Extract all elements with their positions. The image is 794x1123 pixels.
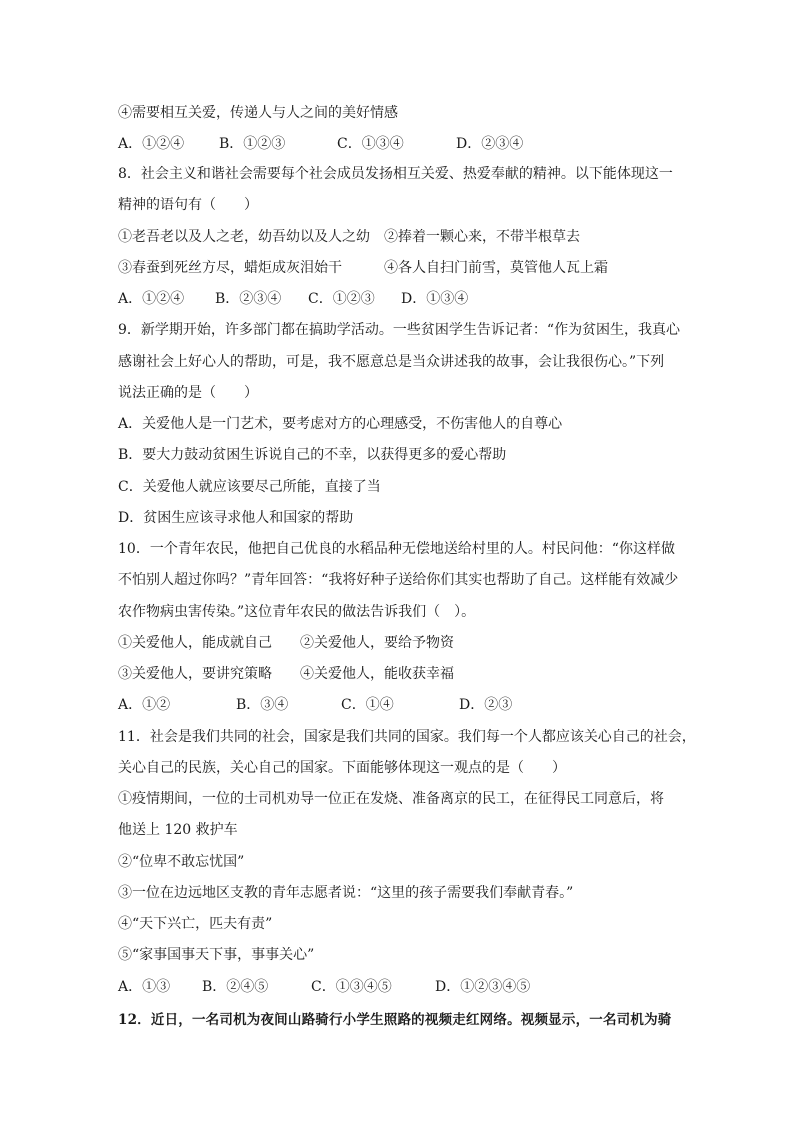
q8-choice-c[interactable]: C．①②③ [308,291,375,307]
q11-choice-c[interactable]: C．①③④⑤ [311,979,392,995]
q8-stem-line-1: 8．社会主义和谐社会需要每个社会成员发扬相互关爱、热爱奉献的精神。以下能体现这一 [118,166,673,182]
q8-choice-d[interactable]: D．①③④ [401,291,469,307]
q8-options-line-2: ③春蚕到死丝方尽，蜡炬成灰泪始干 ④各人自扫门前雪，莫管他人瓦上霜 [118,260,608,276]
q10-stem-line-1: 10．一个青年农民，他把自己优良的水稻品种无偿地送给村里的人。村民问他：“你这样做 [118,541,675,557]
q10-choice-c[interactable]: C．①④ [341,697,394,713]
q8-options-line-1: ①老吾老以及人之老，幼吾幼以及人之幼 ②捧着一颗心来，不带半根草去 [118,229,580,245]
q7-answer-choices [118,134,523,154]
q8-stem-line-2: 精神的语句有（ ） [118,197,258,213]
q10-choice-d[interactable]: D．②③ [459,697,513,713]
q9-stem-line-3: 说法正确的是（ ） [118,385,258,401]
q7-option-4: ④需要相互关爱，传递人与人之间的美好情感 [118,105,398,121]
q11-option-5: ⑤“家事国事天下事，事事关心” [118,947,315,963]
q10-options-line-1: ①关爱他人，能成就自己 ②关爱他人，要给予物资 [118,635,454,651]
q9-choice-c[interactable]: C．关爱他人就应该要尽己所能，直接了当 [118,479,381,495]
q11-option-1-line-2: 他送上 120 救护车 [118,822,238,838]
q9-stem-line-1: 9．新学期开始，许多部门都在搞助学活动。一些贫困学生告诉记者：“作为贫困生，我真心 [118,322,681,338]
q11-answer-choices [118,977,530,997]
q9-choice-a[interactable]: A．关爱他人是一门艺术，要考虑对方的心理感受，不伤害他人的自尊心 [118,416,563,432]
q10-choice-b[interactable]: B．③④ [236,697,289,713]
q9-choice-b[interactable]: B．要大力鼓动贫困生诉说自己的不幸，以获得更多的爱心帮助 [118,447,507,463]
q12-stem-line-1: 12．近日，一名司机为夜间山路骑行小学生照路的视频走红网络。视频显示，一名司机为骑 [118,1012,672,1028]
q7-choice-c[interactable]: C．①③④ [337,136,404,152]
q11-option-1-line-1: ①疫情期间，一位的士司机劝导一位正在发烧、准备离京的民工，在征得民工同意后，将 [118,791,664,807]
q10-options-line-2: ③关爱他人，要讲究策略 ④关爱他人，能收获幸福 [118,666,454,682]
q9-stem-line-2: 感谢社会上好心人的帮助，可是，我不愿意总是当众讲述我的故事，会让我很伤心。”下列 [118,354,665,370]
q10-answer-choices [118,695,512,715]
q7-choice-d[interactable]: D．②③④ [456,136,524,152]
q11-option-4: ④“天下兴亡，匹夫有责” [118,916,273,932]
q10-choice-a[interactable]: A．①② [118,697,171,713]
q11-option-3: ③一位在边远地区支教的青年志愿者说：“这里的孩子需要我们奉献青春。” [118,885,574,901]
q11-option-2: ②“位卑不敢忘忧国” [118,854,245,870]
q11-stem-line-1: 11．社会是我们共同的社会，国家是我们共同的国家。我们每一个人都应该关心自己的社会， [118,729,696,745]
q8-answer-choices [118,289,468,309]
q11-choice-a[interactable]: A．①③ [118,979,171,995]
q10-stem-line-3: 农作物病虫害传染。”这位青年农民的做法告诉我们（ ）。 [118,604,476,620]
q11-stem-line-2: 关心自己的民族，关心自己的国家。下面能够体现这一观点的是（ ） [118,760,566,776]
q8-choice-a[interactable]: A．①②④ [118,291,185,307]
q9-choice-d[interactable]: D．贫困生应该寻求他人和国家的帮助 [118,510,354,526]
q8-choice-b[interactable]: B．②③④ [215,291,282,307]
q7-choice-b[interactable]: B．①②③ [219,136,286,152]
q10-stem-line-2: 不怕别人超过你吗？”青年回答：“我将好种子送给你们其实也帮助了自己。这样能有效减少 [118,572,679,588]
q7-choice-a[interactable]: A．①②④ [118,136,185,152]
q11-choice-b[interactable]: B．②④⑤ [202,979,269,995]
q11-choice-d[interactable]: D．①②③④⑤ [435,979,531,995]
